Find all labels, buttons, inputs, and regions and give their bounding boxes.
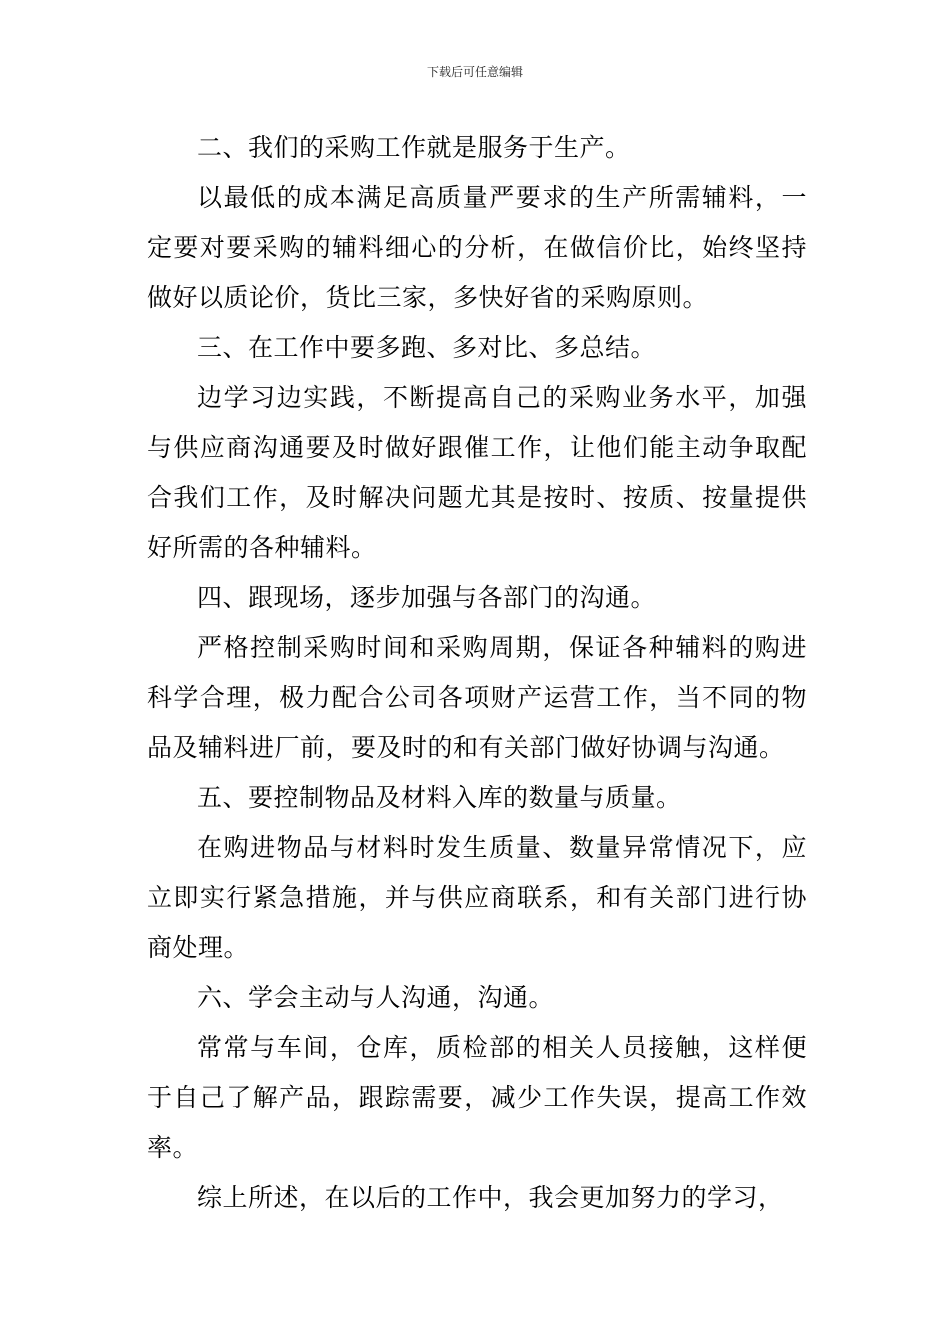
section-heading-6: 六、学会主动与人沟通，沟通。 [197,983,555,1012]
section-heading-2: 二、我们的采购工作就是服务于生产。 [197,133,631,162]
page-header-note: 下载后可任意编辑 [426,65,523,79]
body-paragraph: 在购进物品与材料时发生质量、数量异常情况下，应立即实行紧急措施，并与供应商联系，和有关部门进行协商处理。 [147,833,807,962]
body-paragraph: 常常与车间，仓库，质检部的相关人员接触，这样便于自己了解产品，跟踪需要，减少工作失误，提高工作效率。 [147,1033,807,1162]
section-heading-5: 五、要控制物品及材料入库的数量与质量。 [197,783,682,812]
body-paragraph: 以最低的成本满足高质量严要求的生产所需辅料，一定要对要采购的辅料细心的分析，在做信价比，始终坚持做好以质论价，货比三家，多快好省的采购原则。 [147,183,807,312]
section-heading-3: 三、在工作中要多跑、多对比、多总结。 [197,333,657,362]
body-paragraph: 严格控制采购时间和采购周期，保证各种辅料的购进科学合理，极力配合公司各项财产运营工作，当不同的物品及辅料进厂前，要及时的和有关部门做好协调与沟通。 [147,633,807,762]
document-body [147,123,807,1223]
conclusion-paragraph: 综上所述，在以后的工作中，我会更加努力的学习， [197,1183,784,1212]
body-paragraph: 边学习边实践，不断提高自己的采购业务水平，加强与供应商沟通要及时做好跟催工作，让他们能主动争取配合我们工作，及时解决问题尤其是按时、按质、按量提供好所需的各种辅料。 [147,383,807,562]
section-heading-4: 四、跟现场，逐步加强与各部门的沟通。 [197,583,657,612]
